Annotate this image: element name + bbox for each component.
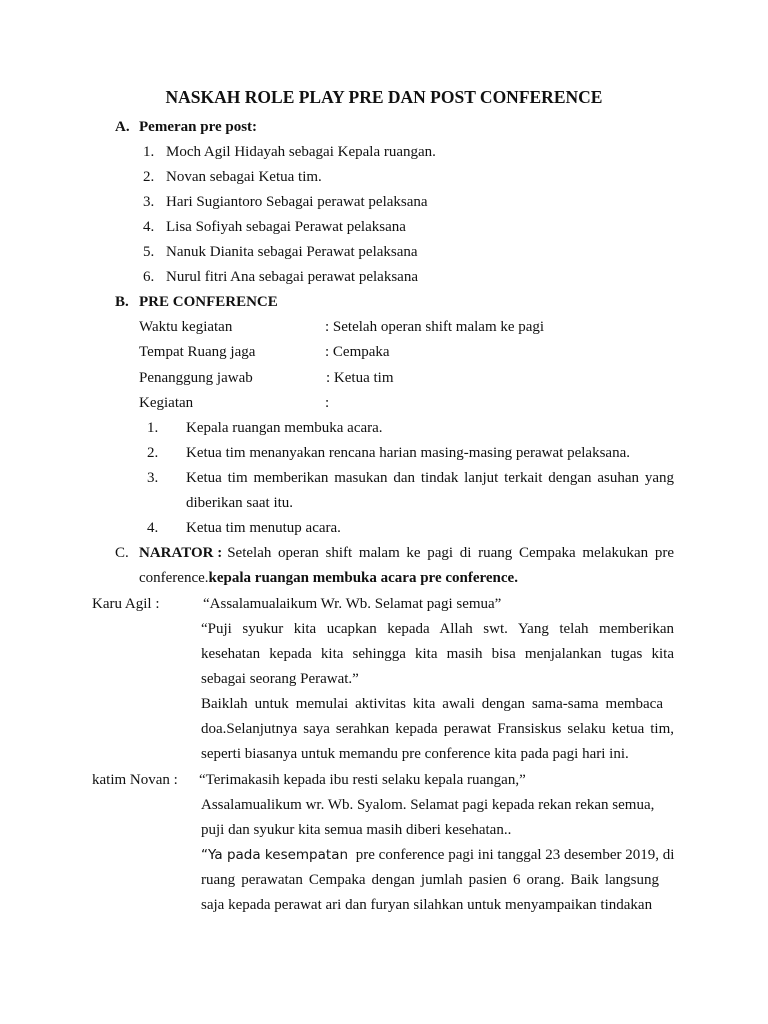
dialog-line: ruang perawatan Cempaka dengan jumlah pasien 6 orang. Baik langsung xyxy=(201,872,659,888)
field-value: : Cempaka xyxy=(325,344,390,360)
section-c-marker: C. xyxy=(115,545,129,561)
field-label: Waktu kegiatan xyxy=(139,319,233,335)
dialog-line: “Terimakasih kepada ibu resti selaku kepala ruangan,” xyxy=(199,772,526,788)
speaker-label: katim Novan : xyxy=(92,772,178,788)
list-item: Ketua tim menutup acara. xyxy=(186,520,341,536)
document-title: NASKAH ROLE PLAY PRE DAN POST CONFERENCE xyxy=(165,87,603,107)
list-item-number: 2. xyxy=(143,169,155,185)
list-item: Nurul fitri Ana sebagai perawat pelaksana xyxy=(166,269,418,285)
list-item: Moch Agil Hidayah sebagai Kepala ruangan. xyxy=(166,144,436,160)
narrator-label: NARATOR : xyxy=(139,545,223,561)
list-item: Nanuk Dianita sebagai Perawat pelaksana xyxy=(166,244,418,260)
section-a-marker: A. xyxy=(115,119,130,135)
list-item-number: 3. xyxy=(147,470,159,486)
list-item-number: 1. xyxy=(143,144,155,160)
field-label: Penanggung jawab xyxy=(139,370,253,386)
dialog-line: saja kepada perawat ari dan furyan silahkan untuk menyampaikan tindakan xyxy=(201,897,653,913)
list-item-number: 2. xyxy=(147,445,159,461)
section-b-heading: PRE CONFERENCE xyxy=(139,294,278,310)
list-item: Kepala ruangan membuka acara. xyxy=(186,420,383,436)
list-item-continuation: diberikan saat itu. xyxy=(186,495,294,511)
field-label: Kegiatan xyxy=(139,395,194,411)
list-item: Hari Sugiantoro Sebagai perawat pelaksana xyxy=(166,194,428,210)
list-item: Ketua tim menanyakan rencana harian masing-masing perawat pelaksana. xyxy=(186,445,630,461)
section-b-marker: B. xyxy=(115,294,129,310)
dialog-line: “Assalamualaikum Wr. Wb. Selamat pagi semua” xyxy=(203,596,502,612)
dialog-line: sebagai seorang Perawat.” xyxy=(201,671,359,687)
field-label: Tempat Ruang jaga xyxy=(139,344,256,360)
list-item-number: 4. xyxy=(147,520,159,536)
dialog-line-fragment: “Ya pada kesempatan xyxy=(201,847,349,863)
narrator-line-2 xyxy=(139,569,518,587)
narrator-text-plain: conference. xyxy=(139,570,209,586)
list-item-number: 3. xyxy=(143,194,155,210)
list-item: Novan sebagai Ketua tim. xyxy=(166,169,322,185)
narrator-line xyxy=(139,544,674,562)
list-item-number: 6. xyxy=(143,269,155,285)
list-item-number: 1. xyxy=(147,420,159,436)
narrator-text: Setelah operan shift malam ke pagi di ruang Cempaka melakukan pre xyxy=(227,545,674,561)
field-value: : xyxy=(325,395,330,411)
list-item-number: 4. xyxy=(143,219,155,235)
field-value: : Setelah operan shift malam ke pagi xyxy=(325,319,545,335)
dialog-line: Assalamualikum wr. Wb. Syalom. Selamat pagi kepada rekan rekan semua, xyxy=(201,797,655,813)
dialog-line: puji dan syukur kita semua masih diberi kesehatan.. xyxy=(201,822,512,838)
dialog-line: “Puji syukur kita ucapkan kepada Allah swt. Yang telah memberikan xyxy=(201,621,674,637)
narrator-text-bold: kepala ruangan membuka acara pre conference. xyxy=(208,570,518,586)
dialog-line: kesehatan kepada kita sehingga kita masih bisa menjalankan tugas kita xyxy=(201,646,674,662)
list-item: Ketua tim memberikan masukan dan tindak lanjut terkait dengan asuhan yang xyxy=(186,470,674,486)
dialog-line-mixed xyxy=(201,846,674,864)
dialog-line-fragment: pre conference pagi ini tanggal 23 desember 2019, di xyxy=(355,847,675,863)
field-value: : Ketua tim xyxy=(326,370,394,386)
list-item: Lisa Sofiyah sebagai Perawat pelaksana xyxy=(166,219,406,235)
dialog-line: doa.Selanjutnya saya serahkan kepada perawat Fransiskus selaku ketua tim, xyxy=(201,721,674,737)
list-item-number: 5. xyxy=(143,244,155,260)
dialog-line: seperti biasanya untuk memandu pre conference kita pada pagi hari ini. xyxy=(201,746,629,762)
section-a-heading: Pemeran pre post: xyxy=(139,119,258,135)
speaker-label: Karu Agil : xyxy=(92,596,160,612)
dialog-line: Baiklah untuk memulai aktivitas kita awali dengan sama-sama membaca xyxy=(201,696,663,712)
